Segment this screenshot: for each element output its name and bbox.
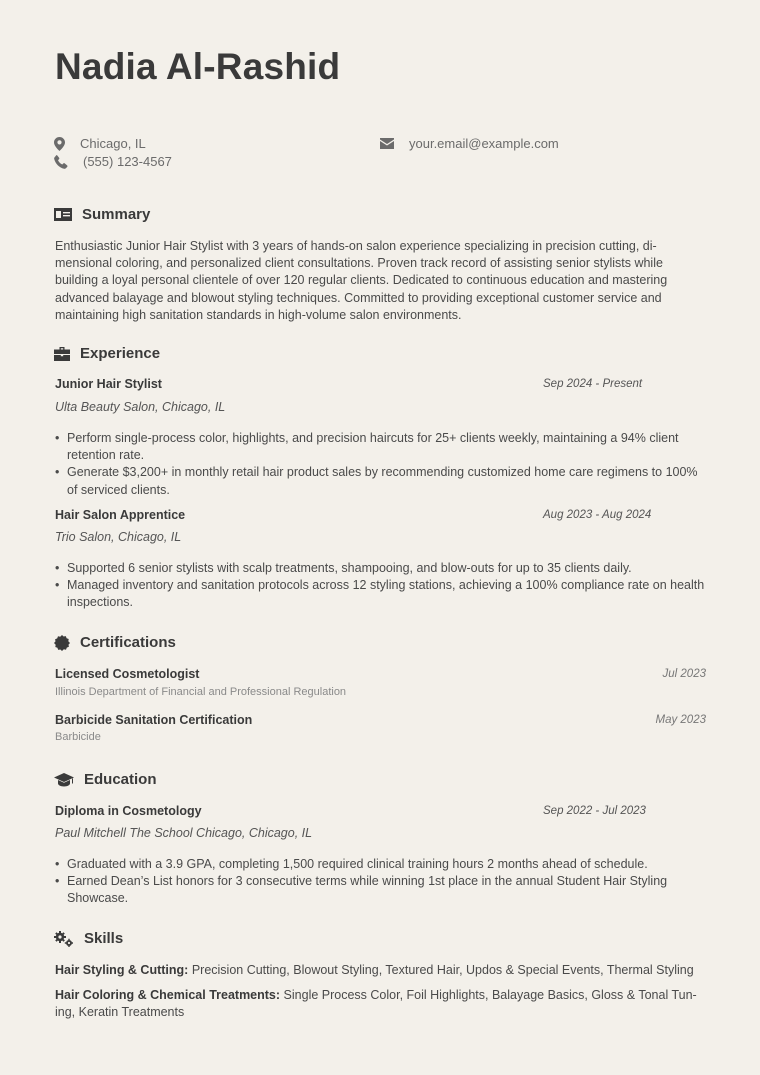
skill-category: Hair Coloring & Chemical Treatments: — [55, 988, 281, 1002]
location-text: Chicago, IL — [80, 136, 146, 151]
skill-list: Precision Cutting, Blowout Styling, Textured Hair, Updos & Special Events, Thermal Styling — [191, 963, 694, 977]
job-title: Junior Hair Stylist — [55, 377, 162, 391]
map-pin-icon — [54, 137, 65, 151]
cert-date: May 2023 — [655, 714, 706, 726]
id-card-icon — [54, 208, 72, 221]
skills-heading-label: Skills — [84, 930, 124, 947]
list-item: • Managed inventory and sanitation protocols across 12 styling stations, achieving a 100% compliance rate on health inspections. — [55, 577, 705, 611]
summary-line: Enthusiastic Junior Hair Stylist with 3 years of hands-on salon experience specializing in precision cutting, di- — [55, 239, 657, 253]
summary-text — [55, 238, 705, 324]
certificate-badge-icon — [54, 635, 70, 651]
graduation-cap-icon — [54, 773, 74, 787]
envelope-icon — [380, 138, 394, 149]
job-title: Hair Salon Apprentice — [55, 508, 186, 522]
contact-email[interactable] — [380, 136, 559, 151]
list-item: • Supported 6 senior stylists with scalp treatments, shampooing, and blow-outs for up to 35 clients daily. — [55, 560, 705, 577]
briefcase-icon — [54, 347, 70, 361]
section-summary-heading — [54, 206, 150, 223]
candidate-name: Nadia Al-Rashid — [55, 46, 341, 87]
cert-issuer: Barbicide — [55, 731, 101, 743]
education-heading-label: Education — [84, 771, 157, 788]
job-bullets — [55, 560, 705, 612]
summary-line: building a loyal personal clientele of over 120 regular clients. Dedicated to continuous education and mastering — [55, 273, 668, 288]
phone-icon — [54, 155, 68, 169]
summary-line: advanced balayage and blowout styling techniques. Committed to providing exceptional customer service and — [55, 290, 662, 305]
job-dates: Aug 2023 - Aug 2024 — [543, 509, 652, 521]
list-item: • Generate $3,200+ in monthly retail hair product sales by recommending customized home care regimens to 100% of serviced clients. — [55, 464, 705, 498]
skill-list: Single Process Color, Foil Highlights, Balayage Basics, Gloss & Tonal Tun-ing, Keratin Treatments — [55, 988, 697, 1020]
gears-icon — [54, 931, 74, 947]
job-bullets — [55, 430, 705, 499]
education-dates: Sep 2022 - Jul 2023 — [543, 805, 646, 817]
summary-line: mensional coloring, and personalized client consultations. Proven track record of assisting senior stylists while — [55, 256, 663, 271]
skill-category: Hair Styling & Cutting: — [55, 963, 189, 977]
list-item: • Earned Dean’s List honors for 3 consecutive terms while winning 1st place in the annual Student Hair Styling Showcase. — [55, 873, 705, 907]
cert-name: Licensed Cosmetologist — [55, 667, 200, 681]
list-item: • Perform single-process color, highlights, and precision haircuts for 25+ clients weekly, maintaining a 94% client retention rate. — [55, 430, 705, 464]
skill-row — [55, 987, 710, 1021]
contact-location — [54, 136, 146, 151]
cert-issuer: Illinois Department of Financial and Professional Regulation — [55, 686, 347, 698]
school-name: Paul Mitchell The School Chicago, Chicago, IL — [55, 826, 313, 840]
section-skills-heading — [54, 930, 123, 947]
email-link[interactable]: your.email@example.com — [409, 136, 559, 151]
section-experience-heading — [54, 345, 160, 362]
job-company: Ulta Beauty Salon, Chicago, IL — [55, 400, 226, 414]
contact-phone — [54, 154, 172, 169]
job-company: Trio Salon, Chicago, IL — [55, 530, 182, 544]
cert-date: Jul 2023 — [662, 668, 706, 680]
phone-text: (555) 123-4567 — [83, 154, 172, 169]
certifications-heading-label: Certifications — [80, 634, 176, 651]
education-bullets — [55, 856, 705, 908]
degree-title: Diploma in Cosmetology — [55, 804, 202, 818]
experience-heading-label: Experience — [80, 345, 161, 362]
summary-heading-label: Summary — [82, 206, 151, 223]
section-education-heading — [54, 771, 157, 788]
summary-line: maintaining high sanitation standards in high-volume salon environments. — [55, 307, 462, 322]
list-item: • Graduated with a 3.9 GPA, completing 1,500 required clinical training hours 2 months ahead of schedule. — [55, 856, 705, 873]
skill-row — [55, 962, 710, 979]
section-certifications-heading — [54, 634, 176, 651]
cert-name: Barbicide Sanitation Certification — [55, 713, 253, 727]
job-dates: Sep 2024 - Present — [543, 378, 643, 390]
